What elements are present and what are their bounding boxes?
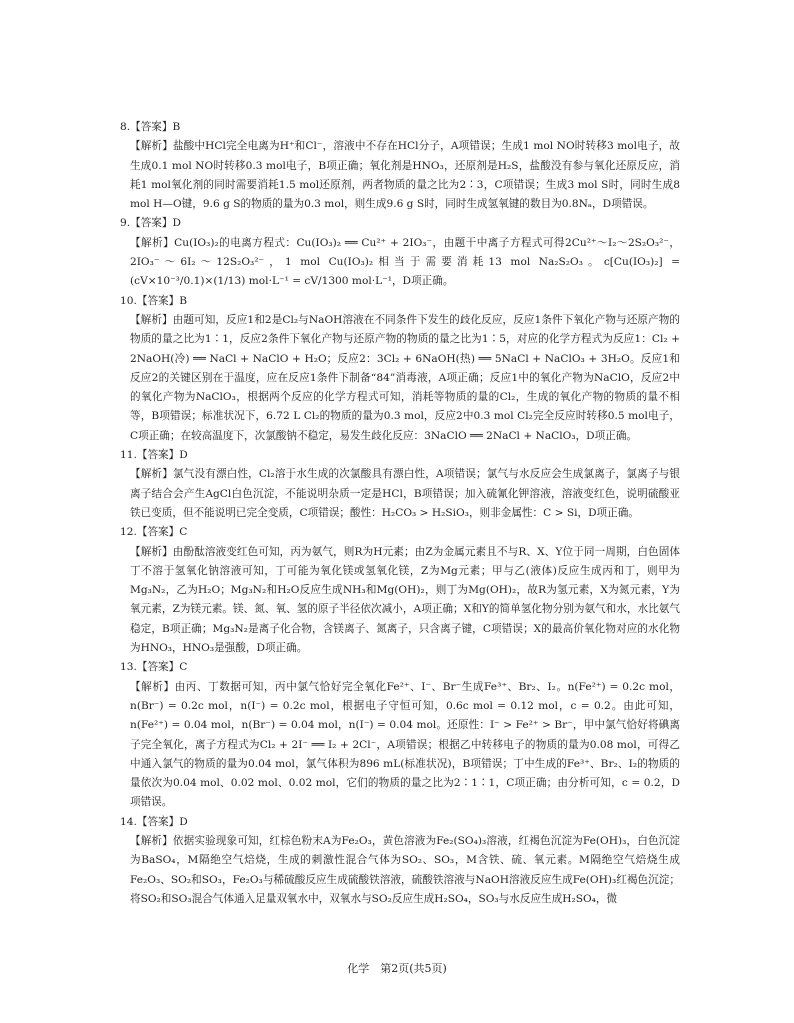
analysis-text: 【解析】盐酸中HCl完全电离为H⁺和Cl⁻，溶液中不存在HCl分子，A项错误；生成1 mol NO时转移3 mol电子，故生成0.1 mol NO时转移0.3 mol电子，B项正确；氧化剂是HNO₃，还原剂是H₂S，盐酸没有参与氧化还原反应，消耗1 mol氧化剂的同时需要消耗1.5 mol还原剂，两者物质的量之比为2∶3，C项错误；生成3 mol S时，同时生成8 mol H—O键，9.6 g S的物质的量为0.3 mol，则生成9.6 g S时，同时生成氢氧键的数目为0.8Nₐ，D项错误。 <box>130 140 680 211</box>
answer-line: 9.【答案】D <box>120 217 181 230</box>
analysis-text: 【解析】由酚酞溶液变红色可知，丙为氨气，则R为H元素；由Z为金属元素且不与R、X、Y位于同一周期，白色固体丁不溶于氢氧化钠溶液可知，丁可能为氧化镁或氢氧化镁，Z为Mg元素；甲与乙(液体)反应生成丙和丁，则甲为Mg₃N₂，乙为H₂O；Mg₃N₂和H₂O反应生成NH₃和Mg(OH)₂，则丁为Mg(OH)₂，故R为氢元素，X为氮元素，Y为氧元素，Z为镁元素。镁、氮、氧、氢的原子半径依次减小，A项正确；X和Y的简单氢化物分别为氨气和水，水比氨气稳定，B项正确；Mg₃N₂是离子化合物，含镁离子、氮离子，只含离子键，C项错误；X的最高价氧化物对应的水化物为HNO₃，HNO₃是强酸，D项正确。 <box>130 545 680 655</box>
answer-line: 10.【答案】B <box>120 294 188 307</box>
item-9 <box>120 214 680 291</box>
answer-line: 12.【答案】C <box>120 526 188 539</box>
item-11 <box>120 446 680 523</box>
item-12 <box>120 523 680 658</box>
answer-line: 13.【答案】C <box>120 661 188 674</box>
page-footer: 化学 第2页(共5页) <box>347 962 447 975</box>
item-14 <box>120 813 680 909</box>
item-8 <box>120 118 680 214</box>
answer-line: 14.【答案】D <box>120 815 188 828</box>
item-13 <box>120 658 680 812</box>
item-10 <box>120 292 680 446</box>
analysis-text: 【解析】由丙、丁数据可知，丙中氯气恰好完全氧化Fe²⁺、I⁻、Br⁻生成Fe³⁺、Br₂、I₂。n(Fe²⁺) = 0.2c mol，n(Br⁻) = 0.2c mol，n(I⁻) = 0.2c mol，根据电子守恒可知，0.6c mol = 0.12 mol，c = 0.2。由此可知，n(Fe²⁺) = 0.04 mol，n(Br⁻) = 0.04 mol，n(I⁻) = 0.04 mol。还原性：I⁻ > Fe²⁺ > Br⁻，甲中氯气恰好将碘离子完全氧化，离子方程式为Cl₂ + 2I⁻ ══ I₂ + 2Cl⁻，A项错误；根据乙中转移电子的物质的量为0.08 mol，可得乙中通入氯气的物质的量为0.04 mol，氯气体积为896 mL(标准状况)，B项错误；丁中生成的Fe³⁺、Br₂、I₂的物质的量依次为0.04 mol、0.02 mol、0.02 mol，它们的物质的量之比为2∶1∶1，C项正确；由分析可知，c = 0.2，D项错误。 <box>130 680 680 809</box>
analysis-text: 【解析】依据实验现象可知，红棕色粉末A为Fe₂O₃，黄色溶液为Fe₂(SO₄)₃溶液，红褐色沉淀为Fe(OH)₃，白色沉淀为BaSO₄，M隔绝空气焙烧，生成的刺激性混合气体为SO₂、SO₃，M含铁、硫、氧元素。M隔绝空气焙烧生成Fe₂O₃、SO₂和SO₃，Fe₂O₃与稀硫酸反应生成硫酸铁溶液，硫酸铁溶液与NaOH溶液反应生成Fe(OH)₃红褐色沉淀；将SO₂和SO₃混合气体通入足量双氧水中，双氧水与SO₂反应生成H₂SO₄，SO₃与水反应生成H₂SO₄，微 <box>130 834 680 905</box>
answer-key-content <box>120 118 680 909</box>
analysis-text: 【解析】由题可知，反应1和2是Cl₂与NaOH溶液在不同条件下发生的歧化反应，反应1条件下氧化产物与还原产物的物质的量之比为1∶1，反应2条件下氧化产物与还原产物的物质的量之比为1∶5，对应的化学方程式为反应1：Cl₂ + 2NaOH(冷) ══ NaCl + NaClO + H₂O；反应2：3Cl₂ + 6NaOH(热) ══ 5NaCl + NaClO₃ + 3H₂O。反应1和反应2的关键区别在于温度，应在反应1条件下制备“84”消毒液，A项正确；反应1中的氧化产物为NaClO，反应2中的氧化产物为NaClO₃，根据两个反应的化学方程式可知，消耗等物质的量的Cl₂，生成的氧化产物的物质的量不相等，B项错误；标准状况下，6.72 L Cl₂的物质的量为0.3 mol，反应2中0.3 mol Cl₂完全反应时转移0.5 mol电子，C项正确；在较高温度下，次氯酸钠不稳定，易发生歧化反应：3NaClO ══ 2NaCl + NaClO₃，D项正确。 <box>130 313 680 442</box>
answer-line: 8.【答案】B <box>120 121 181 133</box>
analysis-text: 【解析】氯气没有漂白性，Cl₂溶于水生成的次氯酸具有漂白性，A项错误；氯气与水反应会生成氯离子，氯离子与银离子结合会产生AgCl白色沉淀，不能说明杂质一定是HCl，B项错误；加入硫氰化钾溶液，溶液变红色，说明硫酸亚铁已变质，但不能说明已完全变质，C项错误；酸性：H₂CO₃ > H₂SiO₃，则非金属性：C > Si，D项正确。 <box>130 468 680 519</box>
analysis-text: 【解析】Cu(IO₃)₂的电离方程式：Cu(IO₃)₂ ══ Cu²⁺ + 2IO₃⁻，由题干中离子方程式可得2Cu²⁺～I₂～2S₂O₃²⁻，2IO₃⁻～6I₂～12S₂O₃²⁻，1 mol Cu(IO₃)₂相当于需要消耗13 mol Na₂S₂O₃。c[Cu(IO₃)₂] = (cV×10⁻³/0.1)×(1/13) mol·L⁻¹ = cV/1300 mol·L⁻¹，D项正确。 <box>130 236 680 288</box>
answer-line: 11.【答案】D <box>120 449 188 462</box>
